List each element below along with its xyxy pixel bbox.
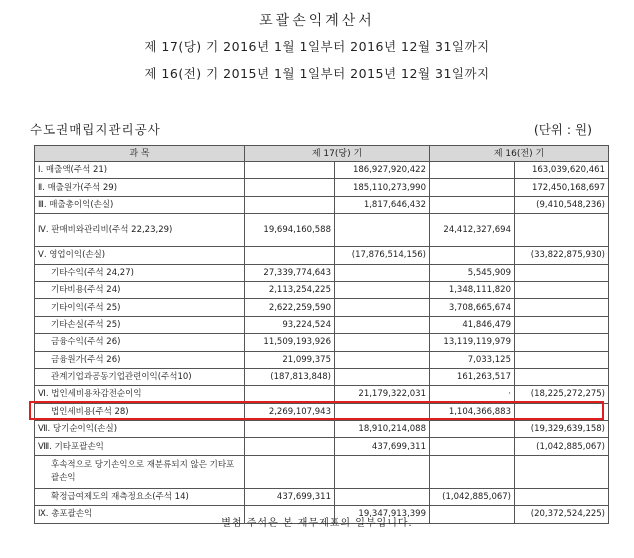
header-prior: 제 16(전) 기: [430, 146, 609, 162]
current-total-cell: [335, 455, 430, 488]
current-total-cell: 437,699,311: [335, 438, 430, 455]
prior-detail-cell: [430, 455, 515, 488]
prior-detail-cell: [430, 162, 515, 179]
prior-total-cell: [515, 214, 609, 247]
prior-detail-cell: 1,104,366,883: [430, 403, 515, 420]
table-row: [35, 368, 609, 385]
table-row: [35, 299, 609, 316]
item-cell: Ⅴ. 영업이익(손실): [35, 247, 245, 264]
prior-total-cell: [515, 455, 609, 488]
current-detail-cell: 11,509,193,926: [245, 334, 335, 351]
income-statement-table: [34, 145, 609, 524]
table-row: [35, 247, 609, 264]
prior-total-cell: [515, 316, 609, 333]
current-total-cell: [335, 316, 430, 333]
prior-detail-cell: 3,708,665,674: [430, 299, 515, 316]
current-total-cell: [335, 299, 430, 316]
header-current: 제 17(당) 기: [245, 146, 430, 162]
current-total-cell: [335, 488, 430, 505]
prior-detail-cell: 24,412,327,694: [430, 214, 515, 247]
prior-total-cell: [515, 351, 609, 368]
current-total-cell: 186,927,920,422: [335, 162, 430, 179]
prior-detail-cell: 161,263,517: [430, 368, 515, 385]
table-row: [35, 421, 609, 438]
current-total-cell: 19,347,913,399: [335, 506, 430, 523]
table-row: [35, 351, 609, 368]
item-cell: Ⅲ. 매출총이익(손실): [35, 196, 245, 213]
table-row: [35, 488, 609, 505]
item-cell: Ⅶ. 당기순이익(손실): [35, 421, 245, 438]
current-detail-cell: 27,339,774,643: [245, 264, 335, 281]
current-detail-cell: 2,269,107,943: [245, 403, 335, 420]
table-row: [35, 455, 609, 488]
item-cell: 법인세비용(주석 28): [35, 403, 245, 420]
table-row: [35, 214, 609, 247]
item-cell: 기타비용(주석 24): [35, 281, 245, 298]
current-detail-cell: [245, 421, 335, 438]
net-income-highlight: [29, 401, 604, 420]
current-detail-cell: 21,099,375: [245, 351, 335, 368]
current-total-cell: 1,817,646,432: [335, 196, 430, 213]
current-total-cell: (17,876,514,156): [335, 247, 430, 264]
prior-total-cell: [515, 281, 609, 298]
item-cell: Ⅸ. 총포괄손익: [35, 506, 245, 523]
prior-detail-cell: [430, 438, 515, 455]
current-detail-cell: 2,622,259,590: [245, 299, 335, 316]
current-total-cell: [335, 368, 430, 385]
prior-total-cell: 172,450,168,697: [515, 179, 609, 196]
table-row: [35, 179, 609, 196]
prior-detail-cell: 41,846,479: [430, 316, 515, 333]
current-detail-cell: 2,113,254,225: [245, 281, 335, 298]
item-cell: 기타이익(주석 25): [35, 299, 245, 316]
prior-detail-cell: [430, 421, 515, 438]
current-detail-cell: [245, 455, 335, 488]
current-total-cell: [335, 214, 430, 247]
prior-total-cell: [515, 299, 609, 316]
item-cell: 기타손실(주석 25): [35, 316, 245, 333]
item-cell: Ⅰ. 매출액(주석 21): [35, 162, 245, 179]
item-cell: 금융원가(주석 26): [35, 351, 245, 368]
statement-title: 포괄손익계산서: [259, 13, 375, 29]
prior-detail-cell: (1,042,885,067): [430, 488, 515, 505]
item-cell: 관계기업과공동기업관련이익(주석10): [35, 368, 245, 385]
prior-detail-cell: [430, 179, 515, 196]
table-row: [35, 281, 609, 298]
prior-total-cell: [515, 264, 609, 281]
table-row: [35, 316, 609, 333]
table-row: [35, 334, 609, 351]
prior-detail-cell: ·: [430, 386, 515, 403]
company-name: 수도권매립지관리공사: [30, 122, 161, 137]
prior-detail-cell: [430, 196, 515, 213]
prior-total-cell: (20,372,524,225): [515, 506, 609, 523]
item-cell: 기타수익(주석 24,27): [35, 264, 245, 281]
prior-total-cell: (19,329,639,158): [515, 421, 609, 438]
table-row: [35, 438, 609, 455]
current-detail-cell: [245, 438, 335, 455]
prior-total-cell: (1,042,885,067): [515, 438, 609, 455]
table-row: [35, 264, 609, 281]
table-row: [35, 162, 609, 179]
prior-period: 제 16(전) 기 2015년 1월 1일부터 2015년 12월 31일까지: [144, 66, 490, 81]
prior-total-cell: [515, 368, 609, 385]
prior-total-cell: 163,039,620,461: [515, 162, 609, 179]
item-cell: Ⅵ. 법인세비용차감전순이익: [35, 386, 245, 403]
current-total-cell: [335, 334, 430, 351]
item-cell: Ⅱ. 매출원가(주석 29): [35, 179, 245, 196]
current-detail-cell: 437,699,311: [245, 488, 335, 505]
table-header-row: [35, 146, 609, 162]
item-cell: Ⅳ. 판매비와관리비(주석 22,23,29): [35, 214, 245, 247]
unit-label: (단위 : 원): [533, 122, 592, 137]
item-cell: 금융수익(주석 26): [35, 334, 245, 351]
current-total-cell: [335, 281, 430, 298]
current-total-cell: 18,910,214,088: [335, 421, 430, 438]
current-total-cell: 21,179,322,031: [335, 386, 430, 403]
item-cell: 확정급여제도의 재측정요소(주석 14): [35, 488, 245, 505]
item-cell: Ⅷ. 기타포괄손익: [35, 438, 245, 455]
prior-total-cell: [515, 334, 609, 351]
current-detail-cell: [245, 179, 335, 196]
current-detail-cell: (187,813,848): [245, 368, 335, 385]
prior-detail-cell: 7,033,125: [430, 351, 515, 368]
current-detail-cell: [245, 196, 335, 213]
current-total-cell: 185,110,273,990: [335, 179, 430, 196]
current-detail-cell: 93,224,524: [245, 316, 335, 333]
footer-note: 별첨 주석은 본 재무제표의 일부입니다.: [221, 518, 413, 529]
current-detail-cell: [245, 162, 335, 179]
item-cell: 후속적으로 당기손익으로 재분류되지 않은 기타포괄손익: [35, 455, 245, 488]
current-total-cell: [335, 264, 430, 281]
prior-total-cell: [515, 488, 609, 505]
prior-total-cell: (18,225,272,275): [515, 386, 609, 403]
header-item: 과 목: [35, 146, 245, 162]
current-detail-cell: 19,694,160,588: [245, 214, 335, 247]
prior-total-cell: (33,822,875,930): [515, 247, 609, 264]
table-row: [35, 196, 609, 213]
current-total-cell: [335, 351, 430, 368]
current-detail-cell: [245, 247, 335, 264]
prior-detail-cell: 1,348,111,820: [430, 281, 515, 298]
prior-detail-cell: [430, 247, 515, 264]
prior-detail-cell: 13,119,119,979: [430, 334, 515, 351]
prior-total-cell: (9,410,548,236): [515, 196, 609, 213]
prior-detail-cell: 5,545,909: [430, 264, 515, 281]
current-period: 제 17(당) 기 2016년 1월 1일부터 2016년 12월 31일까지: [144, 39, 490, 54]
